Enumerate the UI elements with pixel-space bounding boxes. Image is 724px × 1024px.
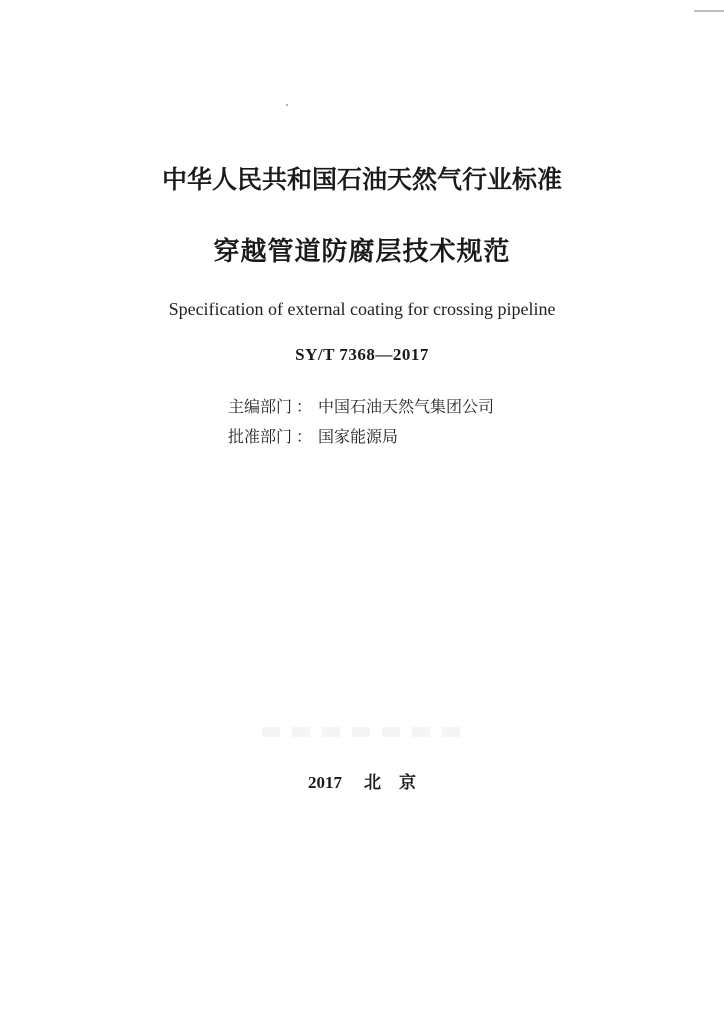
- editor-value: 中国石油天然气集团公司: [318, 397, 495, 416]
- footer-year: 2017: [308, 773, 342, 792]
- document-title: 穿越管道防腐层技术规范: [213, 237, 511, 267]
- bleed-through-ghost-text: [262, 727, 472, 737]
- approver-separator: ：: [296, 427, 313, 446]
- english-title: Specification of external coating for crossing pipeline: [168, 299, 556, 319]
- publication-footer: [0, 768, 724, 793]
- approver-value: 国家能源局: [318, 427, 399, 446]
- scan-edge-mark: [694, 10, 724, 12]
- footer-city-char-2: 京: [399, 773, 416, 793]
- editor-separator: ：: [296, 397, 313, 416]
- approver-department: [228, 424, 398, 447]
- editor-label: 主编部门: [228, 397, 293, 416]
- footer-city-char-1: 北: [364, 773, 381, 793]
- series-title: 中华人民共和国石油天然气行业标准: [161, 165, 562, 194]
- standard-code: SY/T 7368—2017: [295, 345, 429, 364]
- scan-speck: [286, 104, 288, 106]
- approver-label: 批准部门: [228, 427, 293, 446]
- editor-department: [228, 394, 494, 417]
